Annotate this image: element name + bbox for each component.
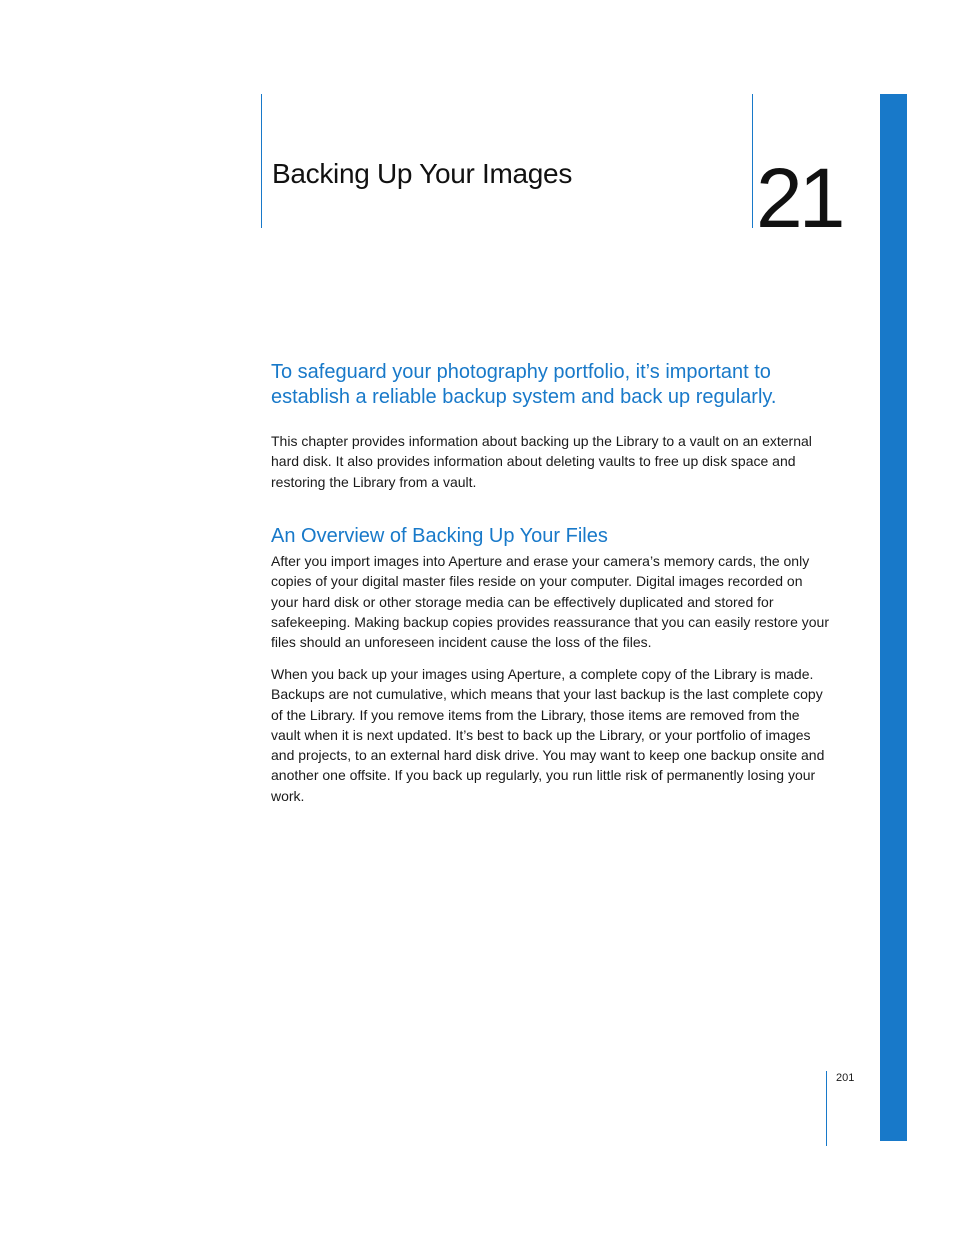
page-number: 201 [836,1072,855,1084]
chapter-tab-bar [880,94,907,1141]
body-paragraph: When you back up your images using Aperture, a complete copy of the Library is made. Backups are not cumulative, which means that your last backup is the last complete copy of the Library. If you remove items from the Library, those items are removed from the vault when it is next updated. It’s best to back up the Library, or your portfolio of images and projects, to an external hard disk drive. You may want to keep one backup onsite and another one offsite. If you back up regularly, you run little risk of permanently losing your work. [271,666,825,804]
title-divider-left [261,94,262,228]
section-heading: An Overview of Backing Up Your Files [271,525,608,547]
body-paragraph: After you import images into Aperture and erase your camera’s memory cards, the only copies of your digital master files reside on your computer. Digital images recorded on your hard disk or other storage media can be effectively duplicated and stored for safekeeping. Making backup copies provides reassurance that you can easily restore your files should an unforeseen incident cause the loss of the files. [271,553,829,651]
body-paragraph: This chapter provides information about backing up the Library to a vault on an external hard disk. It also provides information about deleting vaults to free up disk space and restoring the Library from a vault. [271,433,812,490]
page-number-divider [826,1071,827,1146]
title-divider-right [752,94,753,228]
chapter-number: 21 [756,151,842,245]
chapter-title: Backing Up Your Images [272,158,573,189]
chapter-intro: To safeguard your photography portfolio, it’s important to establish a reliable backup system and back up regularly. [271,361,777,408]
